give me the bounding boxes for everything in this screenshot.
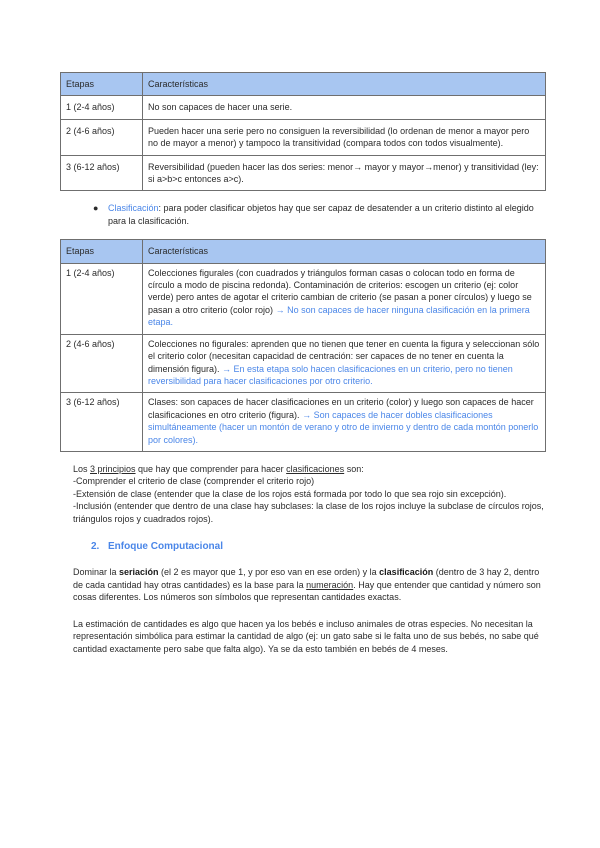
classification-bullet <box>60 202 546 227</box>
column-header-characteristics: Características <box>143 240 546 263</box>
table-header-row <box>61 240 546 263</box>
column-header-characteristics: Características <box>143 73 546 96</box>
table-row <box>61 263 546 334</box>
stage-cell: 2 (4-6 años) <box>61 334 143 393</box>
characteristics-cell: Reversibilidad (pueden hacer las dos series: menor→ mayor y mayor→menor) y transitividad (ley: si a>b>c entonces a>c). <box>143 155 546 191</box>
document-page <box>60 72 546 656</box>
paragraph-estimation: La estimación de cantidades es algo que hacen ya los bebés e incluso animales de otras especies. No necesitan la representación simbólica para estimar la cantidad de algo (ej: un gato sabe si le falta uno de sus bebés, no sabe qué cantidad exactamente pero sabe que falta algo). Ya se da esto también en bebés de 4 meses. <box>73 618 539 654</box>
term-classification: clasificación <box>379 566 434 577</box>
stage-cell: 1 (2-4 años) <box>61 263 143 334</box>
stage-cell: 3 (6-12 años) <box>61 155 143 191</box>
table-row <box>61 334 546 393</box>
term-numeration: numeración <box>306 579 354 590</box>
section-heading <box>60 541 546 552</box>
table-header-row <box>61 73 546 96</box>
classification-principles <box>60 463 546 525</box>
stage-cell: 3 (6-12 años) <box>61 393 143 452</box>
classification-stages-table <box>60 239 546 452</box>
characteristics-text: Colecciones figurales (con cuadrados y triángulos forman casas o colocan todo en forma de círculo a modo de piscina redonda). Contaminación de criterios: escogen un criterio (ej: color verde) pero antes de agotar el criterio cambian de criterio (se pasan a poner círculos) y luego se pasan a otro criterio (color rojo) <box>148 267 532 315</box>
paragraph-numeration: Dominar la seriación (el 2 es mayor que 1, y por eso van en ese orden) y la clasificación (dentro de 3 hay 2, dentro de cada cantidad hay otras cantidades) es la base para la numeración. Hay que entender que cantidad y número son cosas diferentes. Los números son símbolos que representan cantidades exactas. <box>73 566 541 603</box>
conclusion-note: → No son capaces de hacer ninguna clasificación en la primera etapa. <box>148 304 530 328</box>
characteristics-cell <box>143 393 546 452</box>
principle-item: -Extensión de clase (entender que la clase de los rojos está formada por todo lo que sea rojo sin excepción). <box>73 488 507 499</box>
column-header-stages: Etapas <box>61 240 143 263</box>
table-row <box>61 119 546 155</box>
conclusion-note: → Son capaces de hacer dobles clasificaciones simultáneamente (hacer un montón de verano y otro de invierno y dentro de cada montón ponerlo por colores). <box>148 409 539 445</box>
stage-cell: 1 (2-4 años) <box>61 96 143 119</box>
principle-item: -Comprender el criterio de clase (comprender el criterio rojo) <box>73 476 315 487</box>
column-header-stages: Etapas <box>61 73 143 96</box>
term-seriation: seriación <box>119 566 159 577</box>
table-row <box>61 96 546 119</box>
table-row <box>61 393 546 452</box>
classification-term: Clasificación <box>108 203 159 214</box>
characteristics-cell: No son capaces de hacer una serie. <box>143 96 546 119</box>
principles-subject: clasificaciones <box>286 463 345 474</box>
bullet-dot-icon: ● <box>93 203 99 214</box>
characteristics-text: Clases: son capaces de hacer clasificaciones en un criterio (color) y luego son capaces de hacer clasificaciones en otro criterio (figura). <box>148 397 534 420</box>
characteristics-cell: Pueden hacer una serie pero no consiguen la reversibilidad (lo ordenan de menor a mayor pero no de mayor a menor) y tampoco la transitividad (compara todos con todos visualmente). <box>143 119 546 155</box>
table-row <box>61 155 546 191</box>
principles-intro: Los 3 principios que hay que comprender para hacer clasificaciones son: <box>73 463 364 474</box>
classification-definition: : para poder clasificar objetos hay que ser capaz de desatender a un criterio distinto al elegido para la clasificación. <box>108 203 534 226</box>
principles-count: 3 principios <box>90 463 136 474</box>
section-number: 2. <box>91 540 100 552</box>
characteristics-cell <box>143 334 546 393</box>
section-title: Enfoque Computacional <box>108 540 223 552</box>
principle-item: -Inclusión (entender que dentro de una clase hay subclases: la clase de los rojos incluye la subclase de círculos rojos, triángulos rojos y cuadrados rojos). <box>73 501 544 524</box>
stage-cell: 2 (4-6 años) <box>61 119 143 155</box>
conclusion-note: → En esta etapa solo hacen clasificaciones en un criterio, pero no tienen reversibilidad para hacer clasificaciones por otro criterio. <box>148 363 513 386</box>
characteristics-text: Colecciones no figurales: aprenden que no tienen que tener en cuenta la figura y seleccionan sólo el criterio color (necesitan capacidad de centración: ser capaces de no tener en cuenta la dimensión figura). <box>148 338 540 374</box>
seriation-stages-table <box>60 72 546 191</box>
characteristics-cell <box>143 263 546 334</box>
